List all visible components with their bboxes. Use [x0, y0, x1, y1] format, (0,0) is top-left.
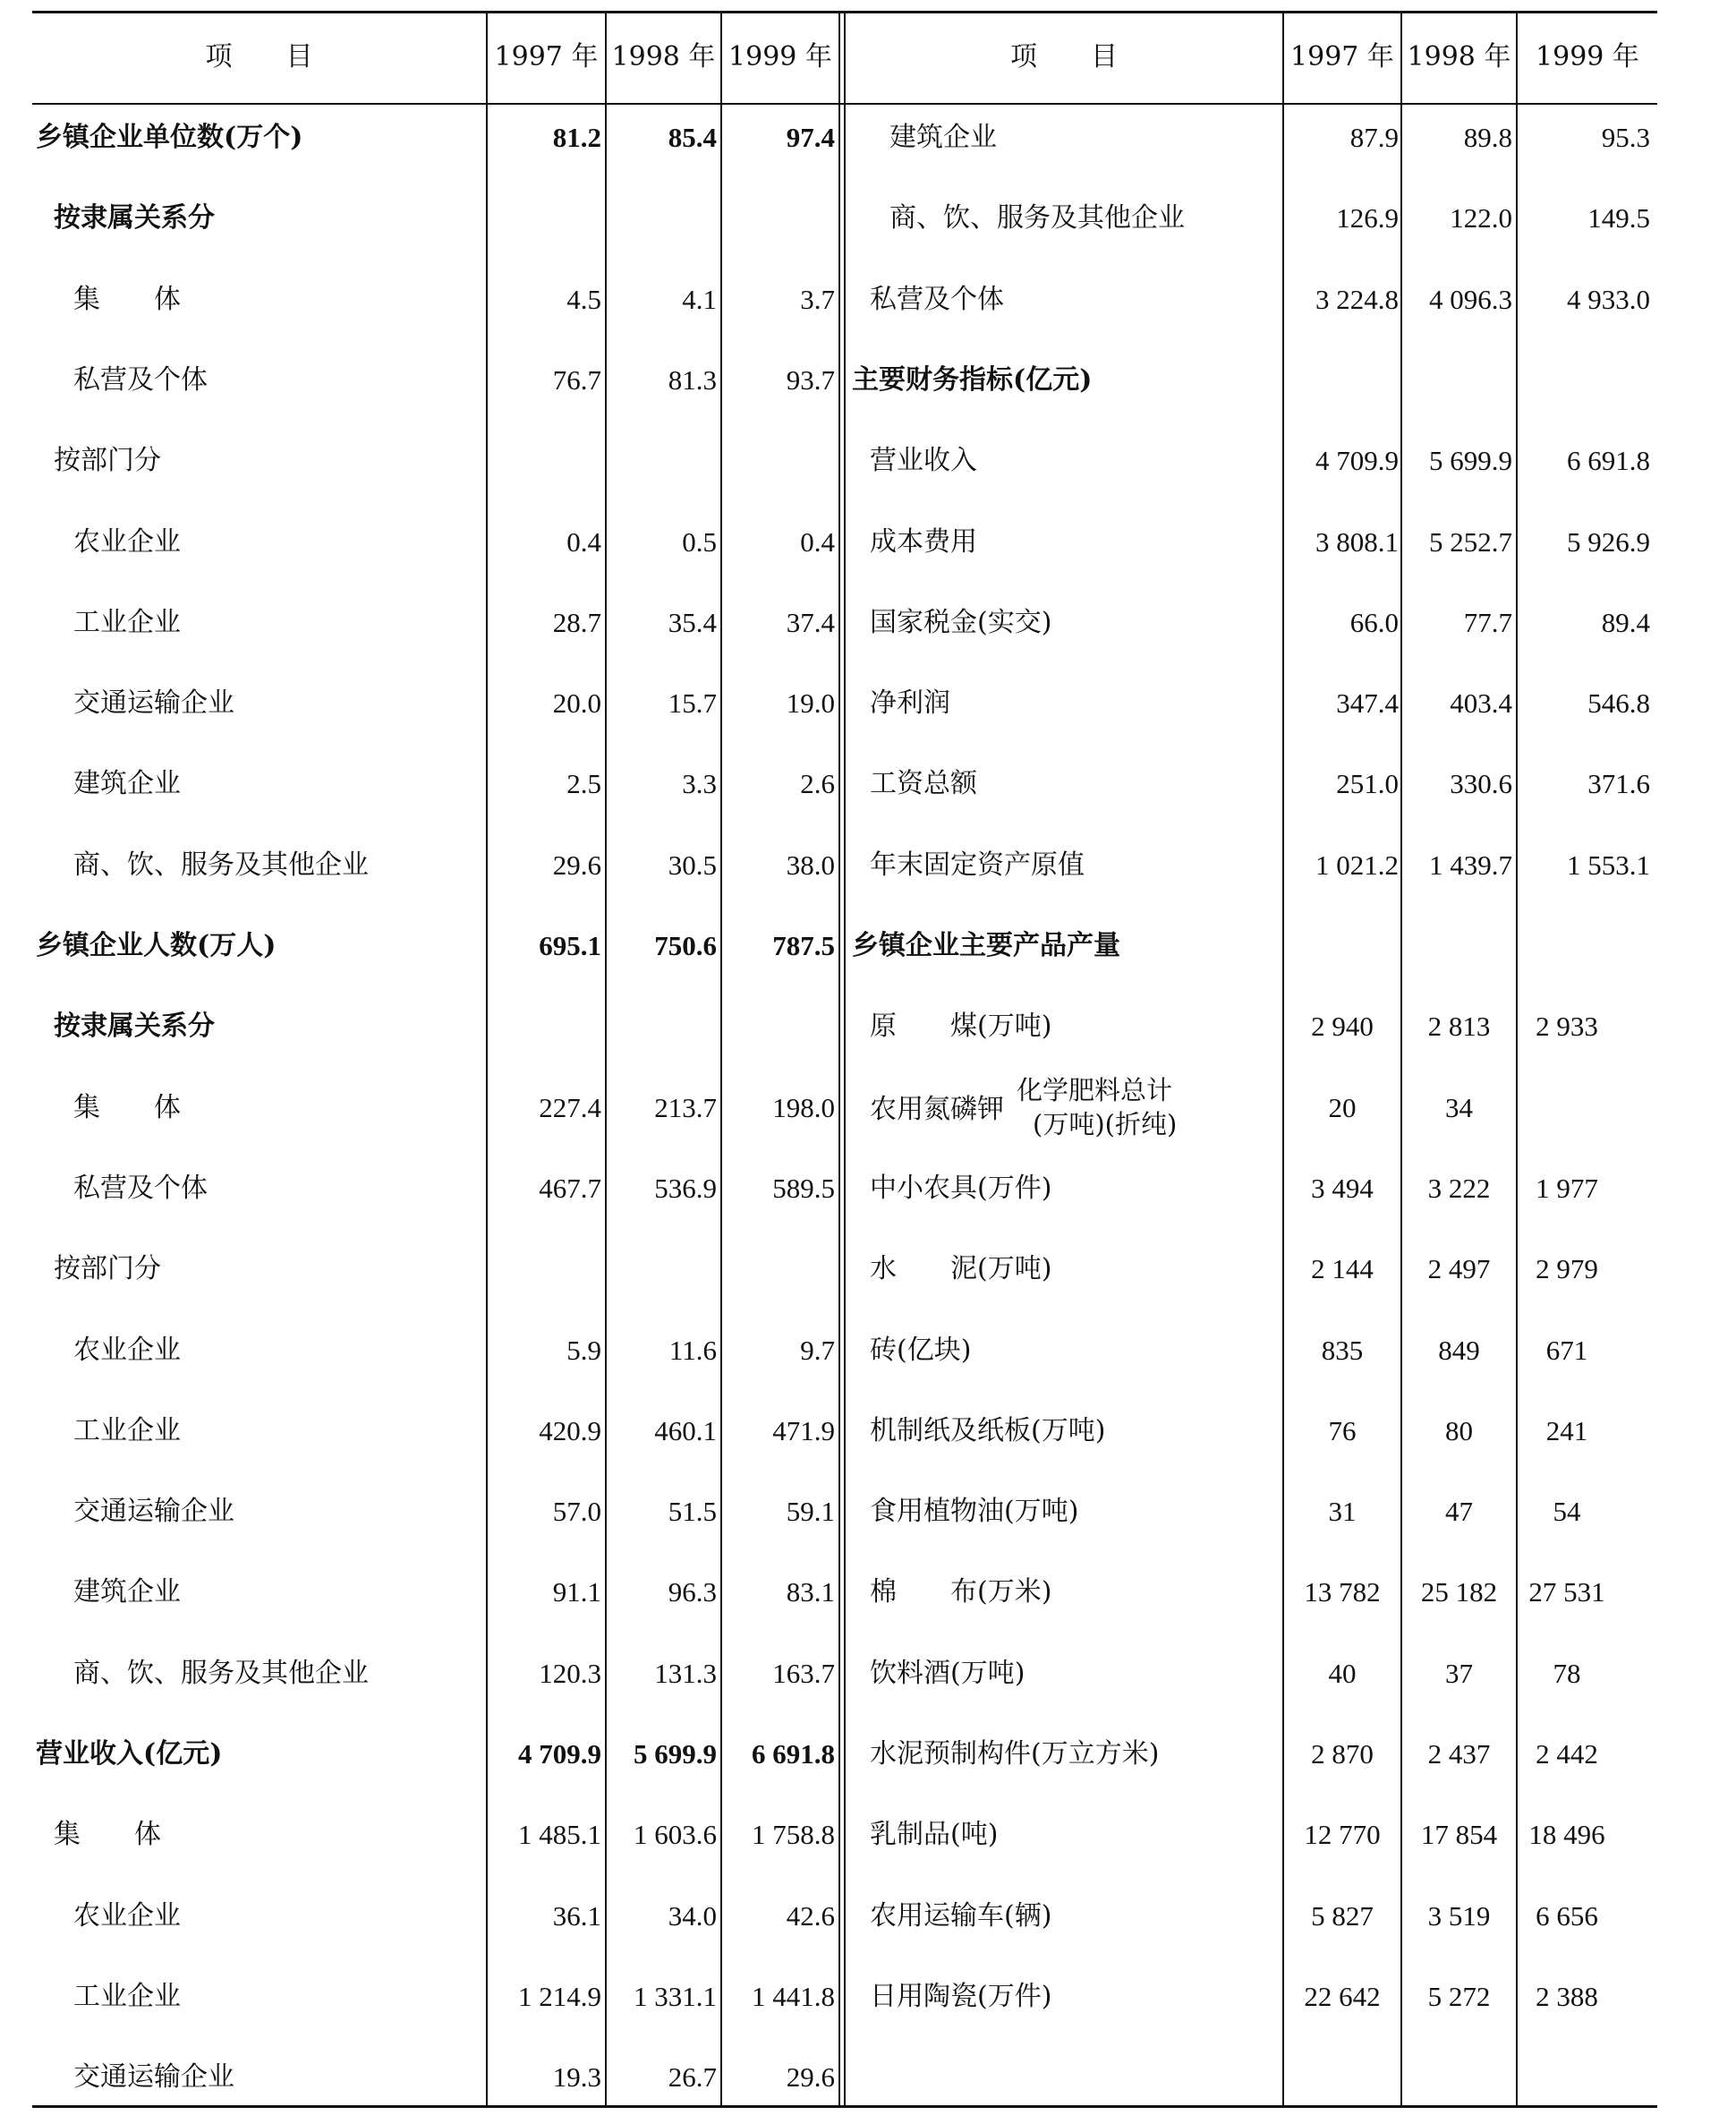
cell-value-1999: 2 933: [1536, 1011, 1598, 1043]
cell-value-1997: 29.6: [552, 849, 601, 881]
cell-value-1997: 91.1: [552, 1576, 601, 1608]
cell-value-1997: 28.7: [552, 606, 601, 638]
cell-value-1999: 78: [1553, 1657, 1581, 1689]
cell-value-1998: 131.3: [654, 1657, 717, 1689]
cell-value-1997: 126.9: [1336, 202, 1399, 235]
cell-value-1999: 54: [1553, 1496, 1581, 1528]
cell-value-1997: 87.9: [1349, 122, 1399, 153]
cell-value-1999: 18 496: [1528, 1819, 1605, 1851]
row-label: 交通运输企业: [73, 1496, 234, 1528]
cell-value-1997: 5 827: [1311, 1899, 1374, 1932]
row-label: 私营及个体: [73, 363, 208, 396]
row-label: 中小农具(万件): [870, 1172, 1052, 1204]
row-label-sub-bottom: (万吨)(折纯): [1033, 1108, 1178, 1139]
row-label: 水泥预制构件(万立方米): [870, 1738, 1160, 1770]
cell-value-1997: 4.5: [566, 283, 601, 315]
cell-value-1998: 5 699.9: [1429, 445, 1512, 477]
cell-value-1998: 26.7: [668, 2061, 717, 2094]
row-label: 乡镇企业主要产品产量: [852, 930, 1120, 961]
cell-value-1998: 80: [1445, 1414, 1473, 1446]
cell-value-1999: 37.4: [786, 606, 835, 638]
row-label: 建筑企业: [73, 768, 181, 800]
cell-value-1998: 25 182: [1420, 1576, 1498, 1608]
row-label: 棉 布(万米): [870, 1576, 1052, 1608]
row-label: 营业收入(亿元): [36, 1738, 223, 1770]
cell-value-1998: 4.1: [682, 283, 717, 315]
cell-value-1998: 213.7: [654, 1091, 717, 1123]
cell-value-1998: 17 854: [1420, 1819, 1498, 1851]
cell-value-1998: 2 497: [1427, 1253, 1491, 1285]
row-label: 工资总额: [870, 768, 977, 800]
cell-value-1998: 2 437: [1427, 1738, 1491, 1770]
cell-value-1998: 11.6: [668, 1334, 717, 1366]
cell-value-1998: 96.3: [668, 1576, 717, 1608]
cell-value-1999: 1 758.8: [752, 1819, 835, 1851]
row-label: 日用陶瓷(万件): [870, 1980, 1052, 2012]
row-label: 农业企业: [73, 525, 181, 558]
statistics-table: [32, 11, 1657, 2114]
row-label: 私营及个体: [73, 1172, 208, 1204]
cell-value-1999: 2 442: [1536, 1738, 1598, 1770]
row-label: 工业企业: [73, 1980, 181, 2012]
row-label: 成本费用: [870, 525, 977, 558]
cell-value-1999: 2 979: [1536, 1253, 1598, 1285]
cell-value-1998: 460.1: [654, 1414, 717, 1446]
cell-value-1998: 122.0: [1450, 202, 1512, 235]
cell-value-1999: 6 691.8: [752, 1738, 835, 1770]
cell-value-1997: 120.3: [539, 1657, 601, 1689]
row-label: 集 体: [73, 1091, 181, 1123]
row-label: 主要财务指标(亿元): [852, 363, 1093, 396]
cell-value-1998: 5 699.9: [634, 1738, 717, 1770]
col-divider-right-1998: [1400, 11, 1402, 2108]
header-item-right: 项 目: [1010, 41, 1118, 73]
cell-value-1999: 42.6: [786, 1899, 835, 1932]
row-label: 乡镇企业人数(万人): [36, 930, 277, 961]
row-label: 商、饮、服务及其他企业: [73, 849, 369, 881]
cell-value-1998: 30.5: [668, 849, 717, 881]
row-label: 机制纸及纸板(万吨): [870, 1414, 1106, 1446]
row-label: 乳制品(吨): [870, 1819, 999, 1851]
cell-value-1998: 89.8: [1463, 122, 1512, 153]
cell-value-1997: 12 770: [1304, 1819, 1381, 1851]
cell-value-1999: 93.7: [786, 363, 835, 396]
cell-value-1998: 330.6: [1450, 768, 1512, 800]
cell-value-1997: 835: [1321, 1334, 1364, 1366]
cell-value-1997: 347.4: [1336, 687, 1399, 720]
cell-value-1999: 2 388: [1536, 1980, 1598, 2012]
cell-value-1999: 163.7: [772, 1657, 835, 1689]
cell-value-1997: 36.1: [552, 1899, 601, 1932]
cell-value-1999: 19.0: [786, 687, 835, 720]
cell-value-1998: 2 813: [1427, 1011, 1491, 1043]
cell-value-1998: 51.5: [668, 1496, 717, 1528]
cell-value-1997: 0.4: [566, 525, 601, 558]
row-label: 食用植物油(万吨): [870, 1496, 1079, 1528]
row-label: 交通运输企业: [73, 687, 234, 720]
row-label: 建筑企业: [889, 122, 997, 153]
col-divider-left-1999: [720, 11, 722, 2108]
cell-value-1998: 1 331.1: [634, 1980, 717, 2012]
cell-value-1997: 76: [1328, 1414, 1357, 1446]
row-label: 交通运输企业: [73, 2061, 234, 2094]
cell-value-1998: 1 603.6: [634, 1819, 717, 1851]
cell-value-1997: 3 494: [1311, 1172, 1374, 1204]
header-1997-left: 1997 年: [494, 41, 599, 73]
row-label: 水 泥(万吨): [870, 1253, 1052, 1285]
cell-value-1997: 81.2: [552, 122, 601, 153]
cell-value-1997: 4 709.9: [518, 1738, 601, 1770]
cell-value-1997: 20.0: [552, 687, 601, 720]
cell-value-1999: 241: [1545, 1414, 1588, 1446]
cell-value-1999: 29.6: [786, 2061, 835, 2094]
row-label: 农业企业: [73, 1899, 181, 1932]
cell-value-1997: 13 782: [1304, 1576, 1381, 1608]
cell-value-1997: 3 224.8: [1315, 283, 1399, 315]
row-label: 农用氮磷钾: [870, 1093, 1004, 1125]
row-label: 按隶属关系分: [54, 202, 215, 235]
cell-value-1999: 3.7: [800, 283, 835, 315]
cell-value-1999: 546.8: [1587, 687, 1650, 720]
col-divider-left-1998: [605, 11, 607, 2108]
cell-value-1999: 5 926.9: [1567, 525, 1650, 558]
cell-value-1999: 6 656: [1536, 1899, 1598, 1932]
header-1999-left: 1999 年: [728, 41, 832, 73]
row-label: 按部门分: [54, 445, 161, 477]
cell-value-1998: 0.5: [682, 525, 717, 558]
cell-value-1997: 66.0: [1349, 606, 1399, 638]
row-label: 农业企业: [73, 1334, 181, 1366]
cell-value-1997: 4 709.9: [1315, 445, 1399, 477]
cell-value-1999: 787.5: [772, 930, 835, 961]
center-double-rule-a: [838, 11, 840, 2108]
cell-value-1997: 31: [1328, 1496, 1357, 1528]
cell-value-1997: 2.5: [566, 768, 601, 800]
row-label: 私营及个体: [870, 283, 1004, 315]
header-1998-left: 1998 年: [611, 41, 716, 73]
cell-value-1998: 403.4: [1450, 687, 1512, 720]
cell-value-1997: 1 485.1: [518, 1819, 601, 1851]
row-label: 年末固定资产原值: [870, 849, 1085, 881]
row-label: 砖(亿块): [870, 1334, 972, 1366]
row-label: 营业收入: [870, 445, 977, 477]
cell-value-1999: 95.3: [1601, 122, 1650, 153]
cell-value-1999: 149.5: [1587, 202, 1650, 235]
cell-value-1997: 227.4: [539, 1091, 601, 1123]
cell-value-1999: 589.5: [772, 1172, 835, 1204]
cell-value-1997: 40: [1328, 1657, 1357, 1689]
row-label: 工业企业: [73, 606, 181, 638]
cell-value-1999: 1 441.8: [752, 1980, 835, 2012]
cell-value-1998: 3 519: [1427, 1899, 1491, 1932]
cell-value-1999: 471.9: [772, 1414, 835, 1446]
cell-value-1997: 19.3: [552, 2061, 601, 2094]
row-label: 商、饮、服务及其他企业: [889, 202, 1185, 235]
row-label: 集 体: [73, 283, 181, 315]
cell-value-1999: 0.4: [800, 525, 835, 558]
row-label: 按隶属关系分: [54, 1011, 215, 1043]
cell-value-1997: 420.9: [539, 1414, 601, 1446]
cell-value-1998: 849: [1438, 1334, 1480, 1366]
row-label: 净利润: [870, 687, 950, 720]
cell-value-1997: 251.0: [1336, 768, 1399, 800]
cell-value-1998: 5 252.7: [1429, 525, 1512, 558]
row-label: 乡镇企业单位数(万个): [36, 122, 303, 153]
col-divider-left-1997: [486, 11, 488, 2108]
cell-value-1999: 671: [1545, 1334, 1588, 1366]
row-label: 建筑企业: [73, 1576, 181, 1608]
cell-value-1998: 5 272: [1427, 1980, 1491, 2012]
cell-value-1998: 85.4: [668, 122, 717, 153]
cell-value-1997: 695.1: [539, 930, 601, 961]
row-label: 饮料酒(万吨): [870, 1657, 1025, 1689]
cell-value-1997: 3 808.1: [1315, 525, 1399, 558]
cell-value-1998: 34: [1445, 1091, 1473, 1123]
cell-value-1998: 37: [1445, 1657, 1473, 1689]
cell-value-1997: 2 940: [1311, 1011, 1374, 1043]
cell-value-1998: 81.3: [668, 363, 717, 396]
row-label: 工业企业: [73, 1414, 181, 1446]
cell-value-1999: 2.6: [800, 768, 835, 800]
cell-value-1999: 1 977: [1536, 1172, 1598, 1204]
cell-value-1999: 6 691.8: [1567, 445, 1650, 477]
row-label-sub-top: 化学肥料总计: [1017, 1074, 1173, 1105]
cell-value-1999: 59.1: [786, 1496, 835, 1528]
cell-value-1999: 97.4: [786, 122, 835, 153]
cell-value-1998: 35.4: [668, 606, 717, 638]
row-label: 按部门分: [54, 1253, 161, 1285]
cell-value-1997: 57.0: [552, 1496, 601, 1528]
cell-value-1998: 3.3: [682, 768, 717, 800]
cell-value-1999: 1 553.1: [1567, 849, 1650, 881]
row-label: 农用运输车(辆): [870, 1899, 1052, 1932]
row-label: 原 煤(万吨): [870, 1011, 1052, 1043]
header-item-left: 项 目: [205, 41, 313, 73]
cell-value-1998: 3 222: [1427, 1172, 1491, 1204]
cell-value-1998: 750.6: [654, 930, 717, 961]
cell-value-1997: 20: [1328, 1091, 1357, 1123]
cell-value-1999: 38.0: [786, 849, 835, 881]
cell-value-1997: 76.7: [552, 363, 601, 396]
center-double-rule-b: [844, 11, 846, 2108]
cell-value-1997: 22 642: [1304, 1980, 1381, 2012]
row-label: 国家税金(实交): [870, 606, 1052, 638]
row-label: 集 体: [54, 1819, 161, 1851]
header-1997-right: 1997 年: [1290, 41, 1394, 73]
cell-value-1998: 536.9: [654, 1172, 717, 1204]
cell-value-1997: 2 870: [1311, 1738, 1374, 1770]
cell-value-1999: 4 933.0: [1567, 283, 1650, 315]
cell-value-1999: 9.7: [800, 1334, 835, 1366]
cell-value-1998: 47: [1445, 1496, 1473, 1528]
col-divider-right-1997: [1282, 11, 1284, 2108]
cell-value-1999: 89.4: [1601, 606, 1650, 638]
cell-value-1997: 467.7: [539, 1172, 601, 1204]
cell-value-1997: 1 021.2: [1315, 849, 1399, 881]
cell-value-1997: 5.9: [566, 1334, 601, 1366]
cell-value-1999: 83.1: [786, 1576, 835, 1608]
row-label: 商、饮、服务及其他企业: [73, 1657, 369, 1689]
cell-value-1998: 77.7: [1463, 606, 1512, 638]
cell-value-1998: 4 096.3: [1429, 283, 1512, 315]
header-1999-right: 1999 年: [1536, 41, 1639, 73]
header-1998-right: 1998 年: [1407, 41, 1511, 73]
cell-value-1999: 198.0: [772, 1091, 835, 1123]
cell-value-1998: 15.7: [668, 687, 717, 720]
cell-value-1998: 1 439.7: [1429, 849, 1512, 881]
cell-value-1997: 1 214.9: [518, 1980, 601, 2012]
cell-value-1999: 371.6: [1587, 768, 1650, 800]
cell-value-1997: 2 144: [1311, 1253, 1374, 1285]
col-divider-right-1999: [1516, 11, 1518, 2108]
cell-value-1998: 34.0: [668, 1899, 717, 1932]
cell-value-1999: 27 531: [1528, 1576, 1605, 1608]
